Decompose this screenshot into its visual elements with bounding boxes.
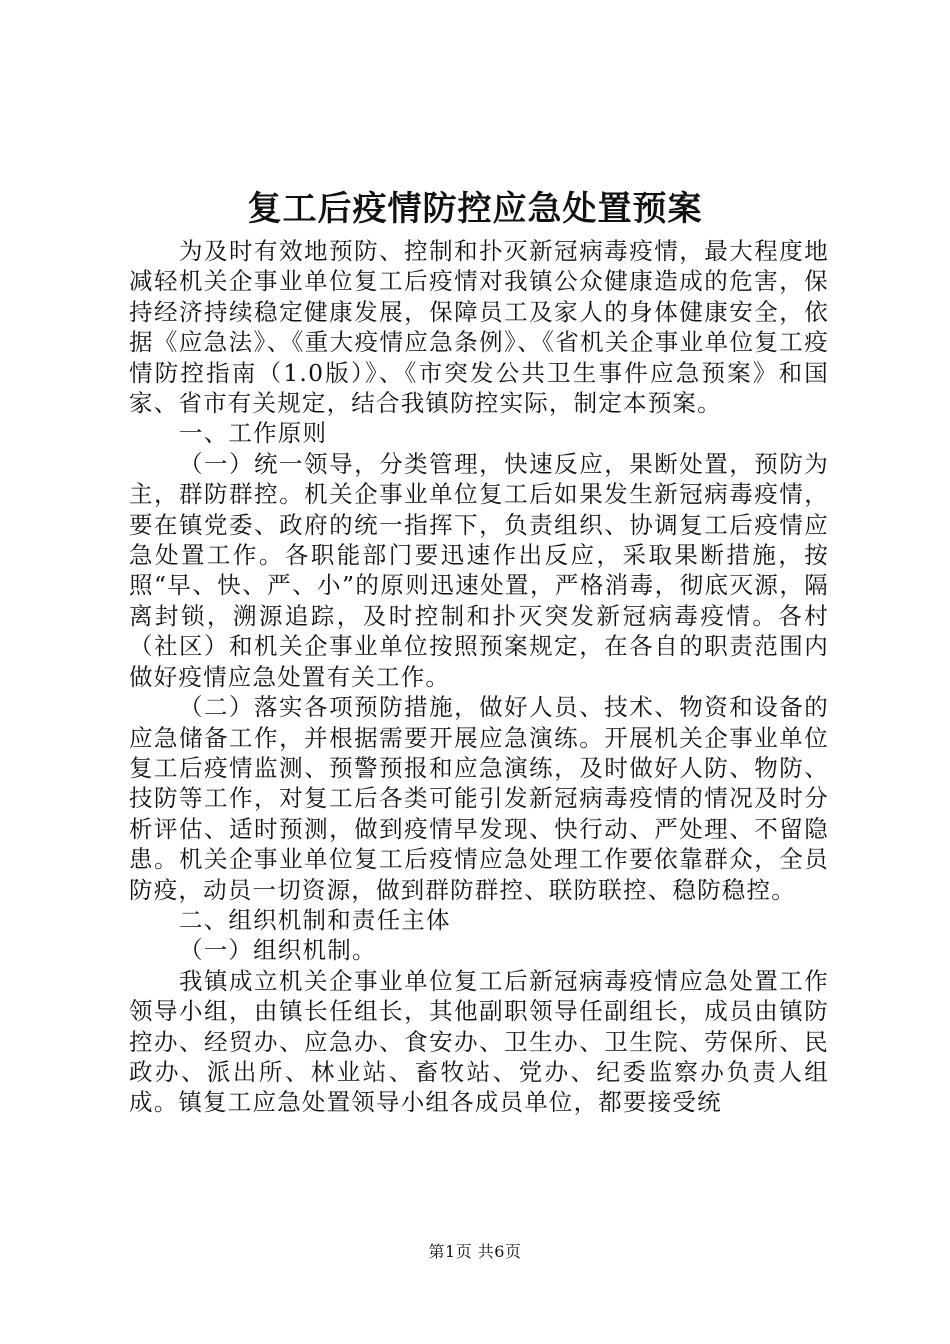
page-number-footer: 第1页 共6页 [428,1242,522,1261]
subsection-heading-mechanism: （一）组织机制。 [179,936,377,965]
section-heading-organization: 二、组织机制和责任主体 [179,905,451,934]
section-heading-principles: 一、工作原则 [179,419,328,448]
principle-1-paragraph: （一）统一领导，分类管理，快速反应，果断处置，预防为主，群防群控。机关企事业单位复工后如果发生新冠病毒疫情，要在镇党委、政府的统一指挥下，负责组织、协调复工后疫情应急处置工作。各职能部门要迅速作出反应，采取果断措施，按照“早、快、严、小”的原则迅速处置，严格消毒，彻底灭源，隔离封锁，溯源追踪，及时控制和扑灭突发新冠病毒疫情。各村（社区）和机关企事业单位按照预案规定，在各自的职责范围内做好疫情应急处置有关工作。 [129,449,829,691]
principle-2-paragraph: （二）落实各项预防措施，做好人员、技术、物资和设备的应急储备工作，并根据需要开展应急演练。开展机关企事业单位复工后疫情监测、预警预报和应急演练，及时做好人防、物防、技防等工作，对复工后各类可能引发新冠病毒疫情的情况及时分析评估、适时预测，做到疫情早发现、快行动、严处理、不留隐患。机关企事业单位复工后疫情应急处理工作要依靠群众，全员防疫，动员一切资源，做到群防群控、联防联控、稳防稳控。 [129,693,829,904]
intro-paragraph: 为及时有效地预防、控制和扑灭新冠病毒疫情，最大程度地减轻机关企事业单位复工后疫情对我镇公众健康造成的危害，保持经济持续稳定健康发展，保障员工及家人的身体健康安全，依据《应急法》、《重大疫情应急条例》、《省机关企事业单位复工疫情防控指南（1.0版）》、《市突发公共卫生事件应急预案》和国家、省市有关规定，结合我镇防控实际，制定本预案。 [129,237,829,418]
organization-paragraph: 我镇成立机关企事业单位复工后新冠病毒疫情应急处置工作领导小组，由镇长任组长，其他副职领导任副组长，成员由镇防控办、经贸办、应急办、食安办、卫生办、卫生院、劳保所、民政办、派出所、林业站、畜牧站、党办、纪委监察办负责人组成。镇复工应急处置领导小组各成员单位，都要接受统 [129,966,829,1117]
document-body [129,236,829,1118]
document-title: 复工后疫情防控应急处置预案 [247,189,703,229]
